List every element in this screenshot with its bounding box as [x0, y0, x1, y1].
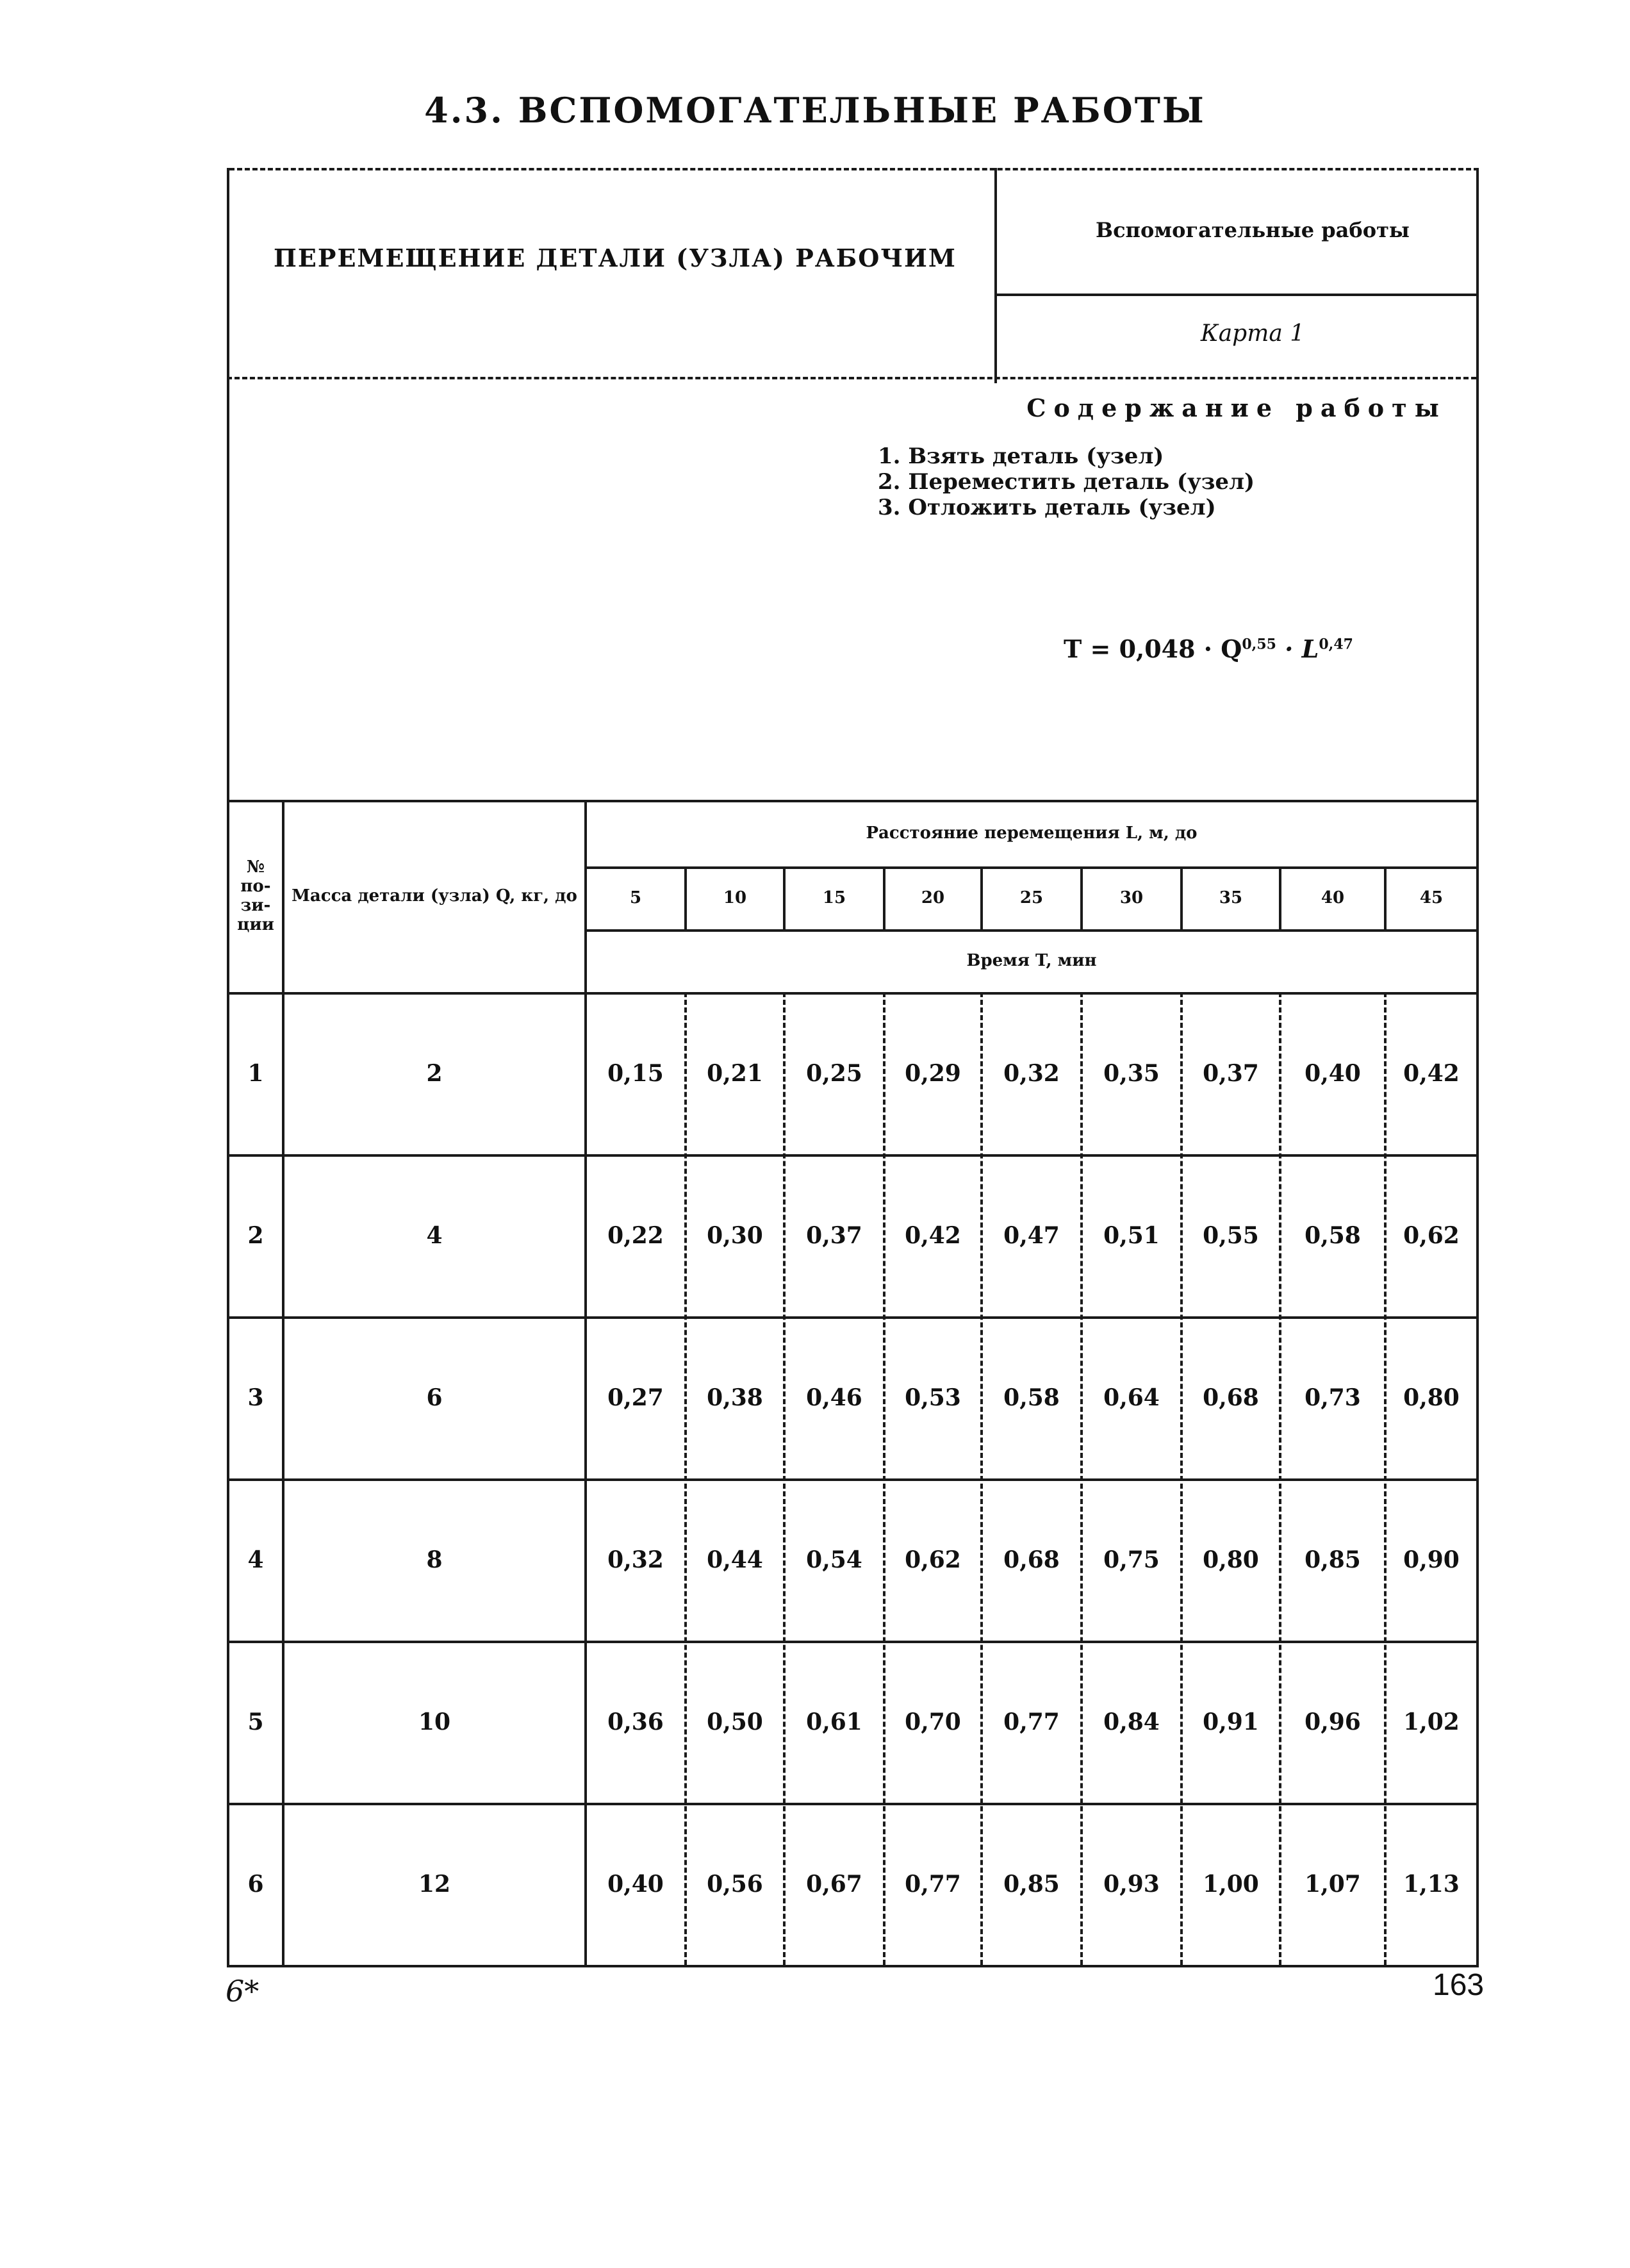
- time-value: 0,61: [806, 1708, 862, 1735]
- row-position: 3: [247, 1384, 264, 1411]
- time-value: 0,68: [1003, 1546, 1060, 1573]
- distance-value: 45: [1419, 888, 1444, 907]
- distance-value: 15: [822, 888, 846, 907]
- distance-value: 5: [629, 888, 642, 907]
- distance-value: 35: [1219, 888, 1243, 907]
- time-value: 0,96: [1305, 1708, 1361, 1735]
- formula-l: · L: [1276, 634, 1319, 663]
- content-left-border: [227, 383, 229, 800]
- row-position: 5: [247, 1708, 264, 1735]
- time-value: 0,42: [905, 1221, 961, 1249]
- time-value: 0,22: [607, 1221, 664, 1249]
- time-value: 0,42: [1403, 1059, 1460, 1087]
- time-value: 0,80: [1403, 1384, 1460, 1411]
- time-value: 0,32: [1003, 1059, 1060, 1087]
- row-mass: 2: [426, 1059, 443, 1087]
- distance-value: 20: [921, 888, 945, 907]
- row-mass: 12: [418, 1870, 451, 1898]
- time-formula: [1064, 634, 1353, 663]
- time-value: 0,32: [607, 1546, 664, 1573]
- work-step: 1. Взять деталь (узел): [878, 443, 1164, 469]
- work-steps: [878, 443, 1255, 520]
- time-value: 0,68: [1203, 1384, 1259, 1411]
- header-section-divider: [994, 294, 1476, 296]
- time-value: 0,58: [1305, 1221, 1361, 1249]
- time-value: 0,29: [905, 1059, 961, 1087]
- time-value: 0,25: [806, 1059, 862, 1087]
- time-value: 0,73: [1305, 1384, 1361, 1411]
- row-mass: 8: [426, 1546, 443, 1573]
- work-step: 2. Переместить деталь (узел): [878, 469, 1255, 495]
- time-value: 0,58: [1003, 1384, 1060, 1411]
- time-value: 0,37: [1203, 1059, 1259, 1087]
- time-value: 0,51: [1103, 1221, 1160, 1249]
- time-value: 0,36: [607, 1708, 664, 1735]
- time-value: 0,47: [1003, 1221, 1060, 1249]
- time-value: 0,55: [1203, 1221, 1259, 1249]
- distance-value: 40: [1321, 888, 1345, 907]
- time-value: 0,30: [707, 1221, 763, 1249]
- time-value: 0,62: [1403, 1221, 1460, 1249]
- time-value: 0,91: [1203, 1708, 1259, 1735]
- time-value: 1,07: [1305, 1870, 1361, 1898]
- time-value: 0,93: [1103, 1870, 1160, 1898]
- header-left-border: [227, 168, 229, 383]
- time-value: 0,85: [1305, 1546, 1361, 1573]
- content-heading: Содержание работы: [1026, 393, 1447, 422]
- position-column-header: № по-зи-ции: [237, 857, 274, 934]
- formula-l-exponent: 0,47: [1319, 636, 1353, 653]
- time-value: 0,70: [905, 1708, 961, 1735]
- time-value: 0,35: [1103, 1059, 1160, 1087]
- time-value: 0,77: [1003, 1708, 1060, 1735]
- content-right-border: [1476, 383, 1479, 800]
- time-value: 1,13: [1403, 1870, 1460, 1898]
- row-mass: 4: [426, 1221, 443, 1249]
- row-mass: 6: [426, 1384, 443, 1411]
- time-value: 0,64: [1103, 1384, 1160, 1411]
- header-divider: [994, 168, 997, 383]
- row-position: 6: [247, 1870, 264, 1898]
- table-bottom-border: [227, 1965, 1479, 1967]
- row-position: 4: [247, 1546, 264, 1573]
- time-value: 0,62: [905, 1546, 961, 1573]
- header-bottom-border: [227, 377, 1476, 379]
- time-value: 0,84: [1103, 1708, 1160, 1735]
- time-value: 0,53: [905, 1384, 961, 1411]
- time-value: 0,21: [707, 1059, 763, 1087]
- distance-value: 30: [1119, 888, 1144, 907]
- time-value: 0,85: [1003, 1870, 1060, 1898]
- time-value: 0,27: [607, 1384, 664, 1411]
- signature-mark: 6*: [226, 1974, 259, 2008]
- row-mass: 10: [418, 1708, 451, 1735]
- row-position: 2: [247, 1221, 264, 1249]
- header-top-border: [229, 168, 1479, 170]
- row-position: 1: [247, 1059, 264, 1087]
- time-value: 0,37: [806, 1221, 862, 1249]
- page-number: 163: [1433, 1968, 1485, 2002]
- time-value: 0,15: [607, 1059, 664, 1087]
- time-value: 0,56: [707, 1870, 763, 1898]
- time-value: 0,75: [1103, 1546, 1160, 1573]
- time-value: 0,50: [707, 1708, 763, 1735]
- time-value: 1,00: [1203, 1870, 1259, 1898]
- time-value: 0,80: [1203, 1546, 1259, 1573]
- time-value: 0,54: [806, 1546, 862, 1573]
- formula-base: T = 0,048 · Q: [1064, 634, 1242, 663]
- work-step: 3. Отложить деталь (узел): [878, 495, 1216, 520]
- time-value: 0,90: [1403, 1546, 1460, 1573]
- distance-header: Расстояние перемещения L, м, до: [866, 824, 1198, 843]
- time-header: Время T, мин: [966, 951, 1097, 970]
- time-value: 0,67: [806, 1870, 862, 1898]
- formula-q-exponent: 0,55: [1242, 636, 1276, 653]
- time-value: 0,40: [1305, 1059, 1361, 1087]
- distance-value: 25: [1019, 888, 1044, 907]
- section-title: 4.3. ВСПОМОГАТЕЛЬНЫЕ РАБОТЫ: [424, 90, 1206, 131]
- time-value: 0,46: [806, 1384, 862, 1411]
- mass-column-header: Масса детали (узла) Q, кг, до: [292, 886, 577, 906]
- header-right-border: [1476, 168, 1479, 383]
- time-value: 0,44: [707, 1546, 763, 1573]
- card-section: Вспомогательные работы: [1096, 218, 1410, 242]
- time-value: 0,40: [607, 1870, 664, 1898]
- table-right-border: [1476, 800, 1479, 1965]
- card-title: ПЕРЕМЕЩЕНИЕ ДЕТАЛИ (УЗЛА) РАБОЧИМ: [274, 244, 957, 272]
- distance-value: 10: [723, 888, 747, 907]
- time-value: 0,77: [905, 1870, 961, 1898]
- time-value: 1,02: [1403, 1708, 1460, 1735]
- time-value: 0,38: [707, 1384, 763, 1411]
- card-number: Карта 1: [1200, 320, 1305, 347]
